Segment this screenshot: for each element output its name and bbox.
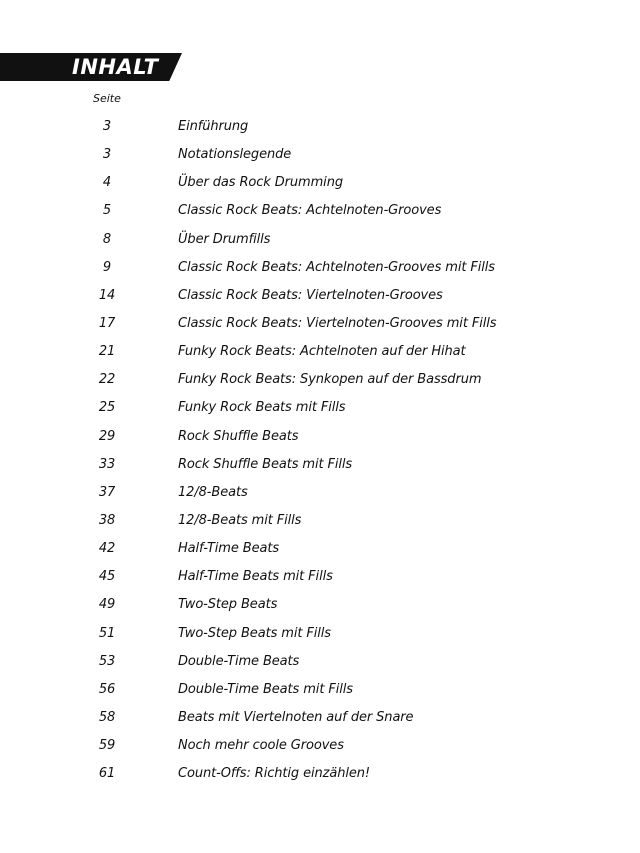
toc-title: Noch mehr coole Grooves [178, 738, 344, 754]
toc-entry[interactable] [0, 394, 640, 422]
toc-page-number: 5 [102, 203, 112, 219]
toc-entry[interactable] [0, 141, 640, 169]
toc-entry[interactable] [0, 423, 640, 451]
toc-title: Half-Time Beats mit Fills [178, 569, 333, 585]
toc-title: Classic Rock Beats: Viertelnoten-Grooves mit Fills [178, 315, 497, 331]
toc-title: Funky Rock Beats: Synkopen auf der Bassdrum [178, 372, 482, 388]
toc-title: Double-Time Beats [178, 653, 300, 669]
toc-title: Funky Rock Beats: Achtelnoten auf der Hihat [178, 344, 466, 360]
toc-page-number: 9 [102, 259, 112, 275]
toc-page-number: 33 [98, 456, 116, 472]
toc-title: Beats mit Viertelnoten auf der Snare [178, 709, 414, 725]
toc-title: Classic Rock Beats: Achtelnoten-Grooves [178, 203, 442, 219]
toc-entry[interactable] [0, 732, 640, 760]
toc-entry[interactable] [0, 535, 640, 563]
toc-entry[interactable] [0, 197, 640, 225]
toc-entry[interactable] [0, 479, 640, 507]
toc-page-number: 3 [102, 119, 112, 134]
toc-entry[interactable] [0, 648, 640, 676]
toc-entry[interactable] [0, 113, 640, 141]
toc-entry[interactable] [0, 366, 640, 394]
toc-title: Über das Rock Drumming [178, 175, 343, 191]
toc-title: Funky Rock Beats mit Fills [178, 400, 346, 416]
page-title: INHALT [72, 55, 159, 79]
toc-page-number: 49 [98, 597, 116, 613]
toc-entry[interactable] [0, 507, 640, 535]
toc-page-number: 59 [98, 738, 116, 754]
toc-title: Two-Step Beats mit Fills [178, 625, 331, 641]
toc-page-number: 14 [98, 287, 116, 303]
toc-entry[interactable] [0, 451, 640, 479]
toc-page-number: 53 [98, 653, 116, 669]
toc-title: Classic Rock Beats: Viertelnoten-Grooves [178, 287, 443, 303]
toc-page-number: 8 [102, 231, 112, 247]
toc-page-number: 56 [98, 681, 116, 697]
toc-entry[interactable] [0, 620, 640, 648]
toc-page-number: 45 [98, 569, 116, 585]
toc-title: Half-Time Beats [178, 541, 280, 557]
toc-page-number: 38 [98, 512, 116, 528]
toc-title: Classic Rock Beats: Achtelnoten-Grooves mit Fills [178, 259, 495, 275]
toc-page-number: 29 [98, 428, 116, 444]
toc-entry[interactable] [0, 676, 640, 704]
toc-title: 12/8-Beats [178, 484, 248, 500]
toc-page-number: 22 [98, 372, 116, 388]
toc-page-number: 17 [98, 315, 116, 331]
toc-page-number: 25 [98, 400, 116, 416]
toc-entry[interactable] [0, 254, 640, 282]
toc-title: Einführung [178, 119, 249, 134]
toc-title: Count-Offs: Richtig einzählen! [178, 766, 371, 782]
page-column-label: Seite [93, 92, 121, 105]
toc-page-number: 4 [102, 175, 112, 191]
toc-entry[interactable] [0, 169, 640, 197]
toc-entry[interactable] [0, 226, 640, 254]
toc-entry[interactable] [0, 282, 640, 310]
toc-title: Über Drumfills [178, 231, 271, 247]
toc-entry[interactable] [0, 310, 640, 338]
toc-title: Rock Shuffle Beats [178, 428, 299, 444]
toc-entry[interactable] [0, 338, 640, 366]
toc-page-number: 37 [98, 484, 116, 500]
toc-title: Double-Time Beats mit Fills [178, 681, 353, 697]
toc-title: Rock Shuffle Beats mit Fills [178, 456, 353, 472]
toc-entry[interactable] [0, 563, 640, 591]
toc-title: 12/8-Beats mit Fills [178, 512, 302, 528]
toc-page-number: 42 [98, 541, 116, 557]
toc-entry[interactable] [0, 704, 640, 732]
toc-page-number: 61 [98, 766, 116, 782]
toc-title: Notationslegende [178, 147, 292, 163]
table-of-contents [0, 113, 640, 788]
toc-page-number: 3 [102, 147, 112, 163]
toc-page-number: 21 [98, 344, 116, 360]
toc-page-number: 58 [98, 709, 116, 725]
toc-entry[interactable] [0, 591, 640, 619]
toc-page-number: 51 [98, 625, 116, 641]
toc-entry[interactable] [0, 760, 640, 788]
toc-title: Two-Step Beats [178, 597, 278, 613]
